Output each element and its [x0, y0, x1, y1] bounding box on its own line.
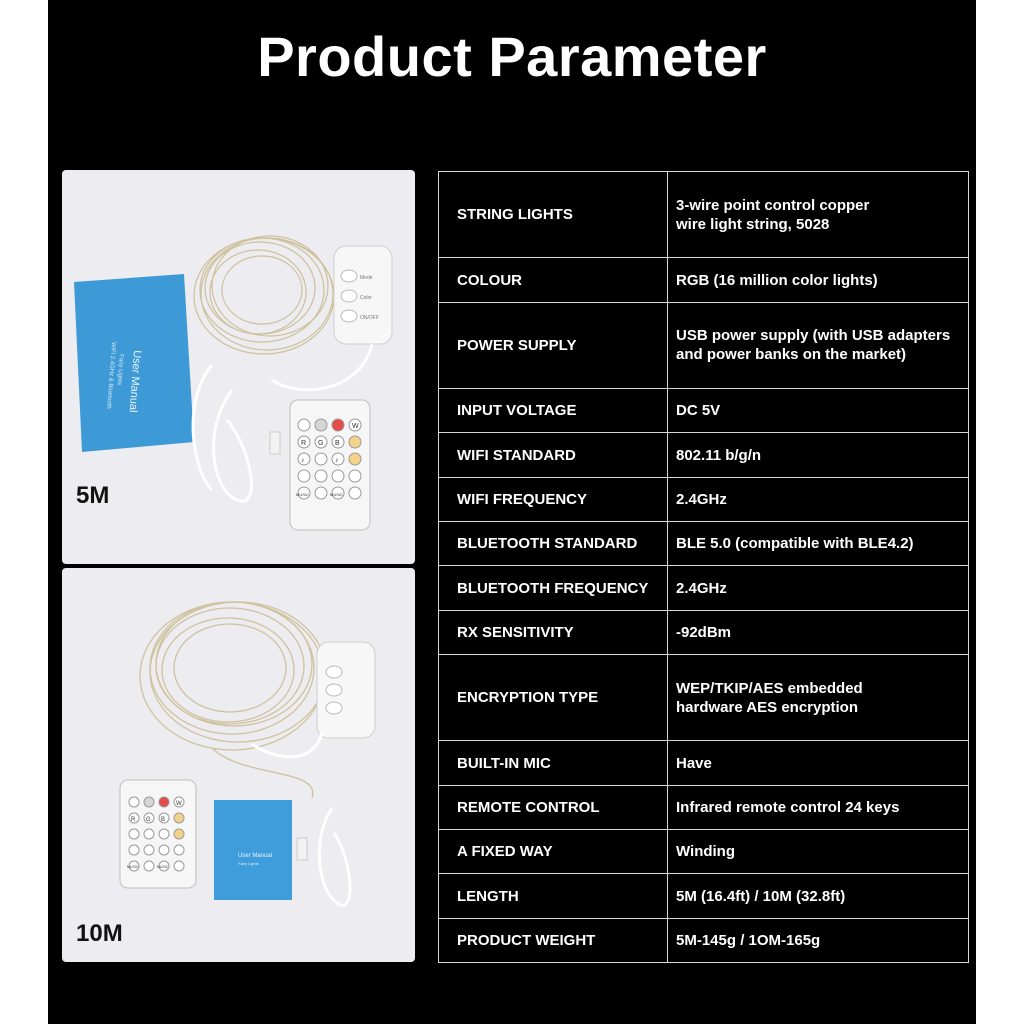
parameter-name: RX SENSITIVITY	[439, 610, 668, 654]
parameter-row	[439, 302, 969, 388]
product-kit-illustration-10m	[62, 568, 415, 962]
parameter-row	[439, 258, 969, 302]
svg-text:User Manual: User Manual	[126, 349, 143, 413]
parameter-row	[439, 785, 969, 829]
parameter-value: RGB (16 million color lights)	[668, 258, 969, 302]
parameter-value: DC 5V	[668, 389, 969, 433]
user-manual-booklet	[214, 800, 292, 900]
svg-text:B: B	[161, 817, 166, 823]
parameter-value: -92dBm	[668, 610, 969, 654]
parameter-name: COLOUR	[439, 258, 668, 302]
parameter-row	[439, 874, 969, 918]
parameter-name: WIFI STANDARD	[439, 433, 668, 477]
size-label-10m: 10M	[76, 920, 123, 947]
svg-text:W: W	[176, 801, 182, 807]
ir-remote-control	[290, 400, 370, 530]
svg-text:User Manual: User Manual	[238, 853, 273, 859]
svg-text:R: R	[131, 817, 136, 823]
coiled-string-lights	[194, 236, 334, 354]
parameter-value: 5M (16.4ft) / 10M (32.8ft)	[668, 874, 969, 918]
parameter-name: WIFI FREQUENCY	[439, 477, 668, 521]
svg-text:Fairy Lights: Fairy Lights	[115, 353, 124, 386]
svg-text:G: G	[146, 817, 151, 823]
parameter-name: INPUT VOLTAGE	[439, 389, 668, 433]
user-manual-booklet	[74, 274, 194, 452]
parameter-value: USB power supply (with USB adapters and power banks on the market)	[668, 302, 969, 388]
parameter-name: LENGTH	[439, 874, 668, 918]
parameter-value: 802.11 b/g/n	[668, 433, 969, 477]
parameter-row	[439, 389, 969, 433]
wifi-controller	[317, 642, 375, 738]
parameter-row	[439, 610, 969, 654]
svg-text:Color: Color	[360, 295, 372, 301]
parameter-table	[438, 171, 969, 963]
parameter-value: 5M-145g / 1OM-165g	[668, 918, 969, 962]
parameter-row	[439, 433, 969, 477]
parameter-row	[439, 918, 969, 962]
parameter-name: STRING LIGHTS	[439, 172, 668, 258]
svg-text:B: B	[335, 440, 340, 447]
wifi-controller	[334, 246, 392, 344]
parameter-value: 2.4GHz	[668, 477, 969, 521]
parameter-name: REMOTE CONTROL	[439, 785, 668, 829]
svg-text:WiFi 2.4GHz & Bluetooth: WiFi 2.4GHz & Bluetooth	[105, 341, 116, 409]
parameter-value: BLE 5.0 (compatible with BLE4.2)	[668, 522, 969, 566]
ir-remote-control	[120, 780, 196, 888]
svg-text:Fairy Lights: Fairy Lights	[238, 861, 259, 866]
svg-text:MUSIC: MUSIC	[127, 865, 139, 869]
parameter-value: Winding	[668, 830, 969, 874]
parameter-value: WEP/TKIP/AES embedded hardware AES encryption	[668, 655, 969, 741]
parameter-name: ENCRYPTION TYPE	[439, 655, 668, 741]
parameter-row	[439, 566, 969, 610]
product-photo-5m	[62, 170, 415, 564]
svg-text:♪: ♪	[335, 457, 339, 464]
product-photo-10m	[62, 568, 415, 962]
svg-text:MUSIC: MUSIC	[157, 865, 169, 869]
svg-text:R: R	[301, 440, 307, 447]
parameter-row	[439, 172, 969, 258]
parameter-name: BUILT-IN MIC	[439, 741, 668, 785]
parameter-row	[439, 830, 969, 874]
parameter-row	[439, 477, 969, 521]
parameter-row	[439, 522, 969, 566]
page-title: Product Parameter	[257, 25, 767, 88]
parameter-name: BLUETOOTH FREQUENCY	[439, 566, 668, 610]
parameter-name: A FIXED WAY	[439, 830, 668, 874]
parameter-name: BLUETOOTH STANDARD	[439, 522, 668, 566]
parameter-value: 3-wire point control copper wire light string, 5028	[668, 172, 969, 258]
parameter-value: Infrared remote control 24 keys	[668, 785, 969, 829]
product-kit-illustration-5m	[62, 170, 415, 564]
svg-text:ON/OFF: ON/OFF	[360, 315, 379, 321]
svg-text:G: G	[318, 440, 324, 447]
svg-text:♪: ♪	[301, 457, 305, 464]
svg-text:MUSIC: MUSIC	[330, 492, 343, 497]
parameter-row	[439, 741, 969, 785]
svg-text:MUSIC: MUSIC	[296, 492, 309, 497]
parameter-value: 2.4GHz	[668, 566, 969, 610]
parameter-name: PRODUCT WEIGHT	[439, 918, 668, 962]
svg-text:W: W	[352, 423, 359, 430]
parameter-name: POWER SUPPLY	[439, 302, 668, 388]
parameter-value: Have	[668, 741, 969, 785]
size-label-5m: 5M	[76, 482, 110, 509]
svg-text:Mode: Mode	[360, 275, 373, 281]
coiled-string-lights	[140, 602, 326, 798]
parameter-row	[439, 655, 969, 741]
